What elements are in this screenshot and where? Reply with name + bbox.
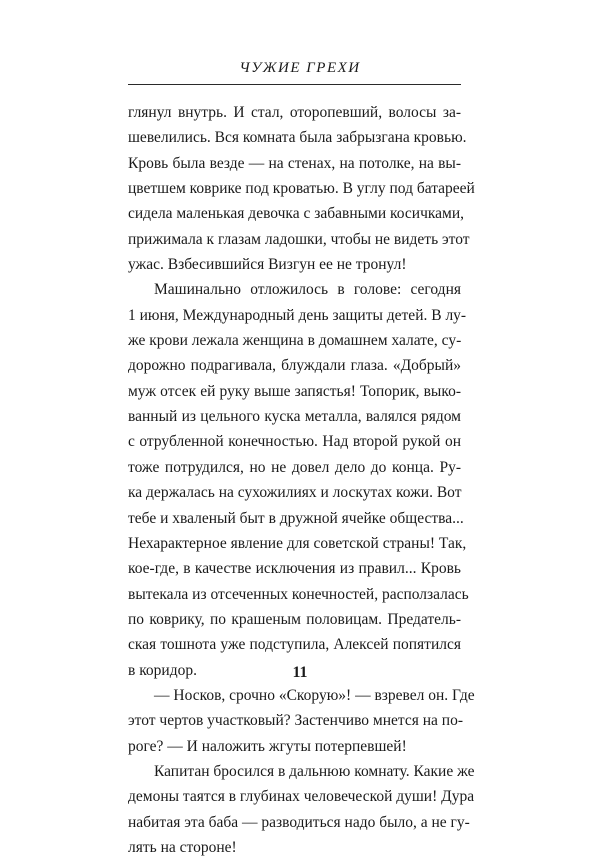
text-line: ванный из цельного куска металла, валялся рядом (128, 408, 461, 426)
text-line: демоны таятся в глубинах человеческой души! Дура (128, 788, 475, 806)
text-line: кое-где, в качестве исключения из правил... Кровь (128, 560, 461, 578)
text-line: по коврику, по крашеным половицам. Предатель- (128, 610, 461, 628)
text-line: муж отсек ей руку выше запястья! Топорик, выко- (128, 382, 461, 400)
text-line: 1 июня, Международный день защиты детей. В лу- (128, 306, 467, 324)
text-line: Капитан бросился в дальнюю комнату. Какие же (154, 762, 475, 780)
page-number: 11 (292, 664, 308, 681)
text-line: же крови лежала женщина в домашнем халате, су- (128, 332, 462, 350)
text-line: глянул внутрь. И стал, оторопевший, волосы за- (128, 104, 461, 121)
text-line: Кровь была везде — на стенах, на потолке, на вы- (128, 154, 461, 172)
text-line: роге? — И наложить жгуты потерпевшей! (128, 737, 407, 755)
text-line: цветшем коврике под кроватью. В углу под батареей (128, 180, 475, 198)
paragraph-1 (128, 100, 475, 277)
text-line: лять на стороне! (128, 838, 237, 856)
header-rule (128, 84, 461, 85)
text-line: тебе и хваленый быт в дружной ячейке общества... (128, 509, 464, 527)
text-line: Машинально отложилось в голове: сегодня (154, 281, 461, 299)
text-line: сидела маленькая девочка с забавными косичками, (128, 205, 465, 223)
text-line: вытекала из отсеченных конечностей, расползалась (128, 585, 469, 603)
text-line: Нехарактерное явление для советской страны! Так, (128, 534, 467, 552)
text-line: прижимала к глазам ладошки, чтобы не видеть этот (128, 230, 470, 248)
running-head-title: ЧУЖИЕ ГРЕХИ (239, 60, 361, 76)
text-line: в коридор. (128, 661, 197, 679)
text-line: ужас. Взбесившийся Визгун ее не тронул! (128, 256, 407, 274)
text-line: тоже потрудился, но не довел дело до конца. Ру- (128, 458, 461, 476)
text-line: этот чертов участковый? Застенчиво мнется на по- (128, 712, 463, 730)
text-line: набитая эта баба — разводиться надо было, а не гу- (128, 813, 470, 831)
paragraph-2 (128, 277, 469, 683)
paragraph-3 (128, 683, 475, 759)
body-text (128, 100, 475, 860)
text-line: с отрубленной конечностью. Над второй рукой он (128, 433, 461, 451)
text-line: — Носков, срочно «Скорую»! — взревел он. Где (154, 686, 475, 704)
paragraph-4 (128, 759, 475, 860)
text-line: ка держалась на сухожилиях и лоскутах кожи. Вот (128, 484, 462, 502)
text-line: дорожно подрагивала, блуждали глаза. «Добрый» (128, 357, 461, 375)
text-line: шевелились. Вся комната была забрызгана кровью. (128, 129, 467, 147)
text-line: ская тошнота уже подступила, Алексей попятился (128, 636, 461, 654)
